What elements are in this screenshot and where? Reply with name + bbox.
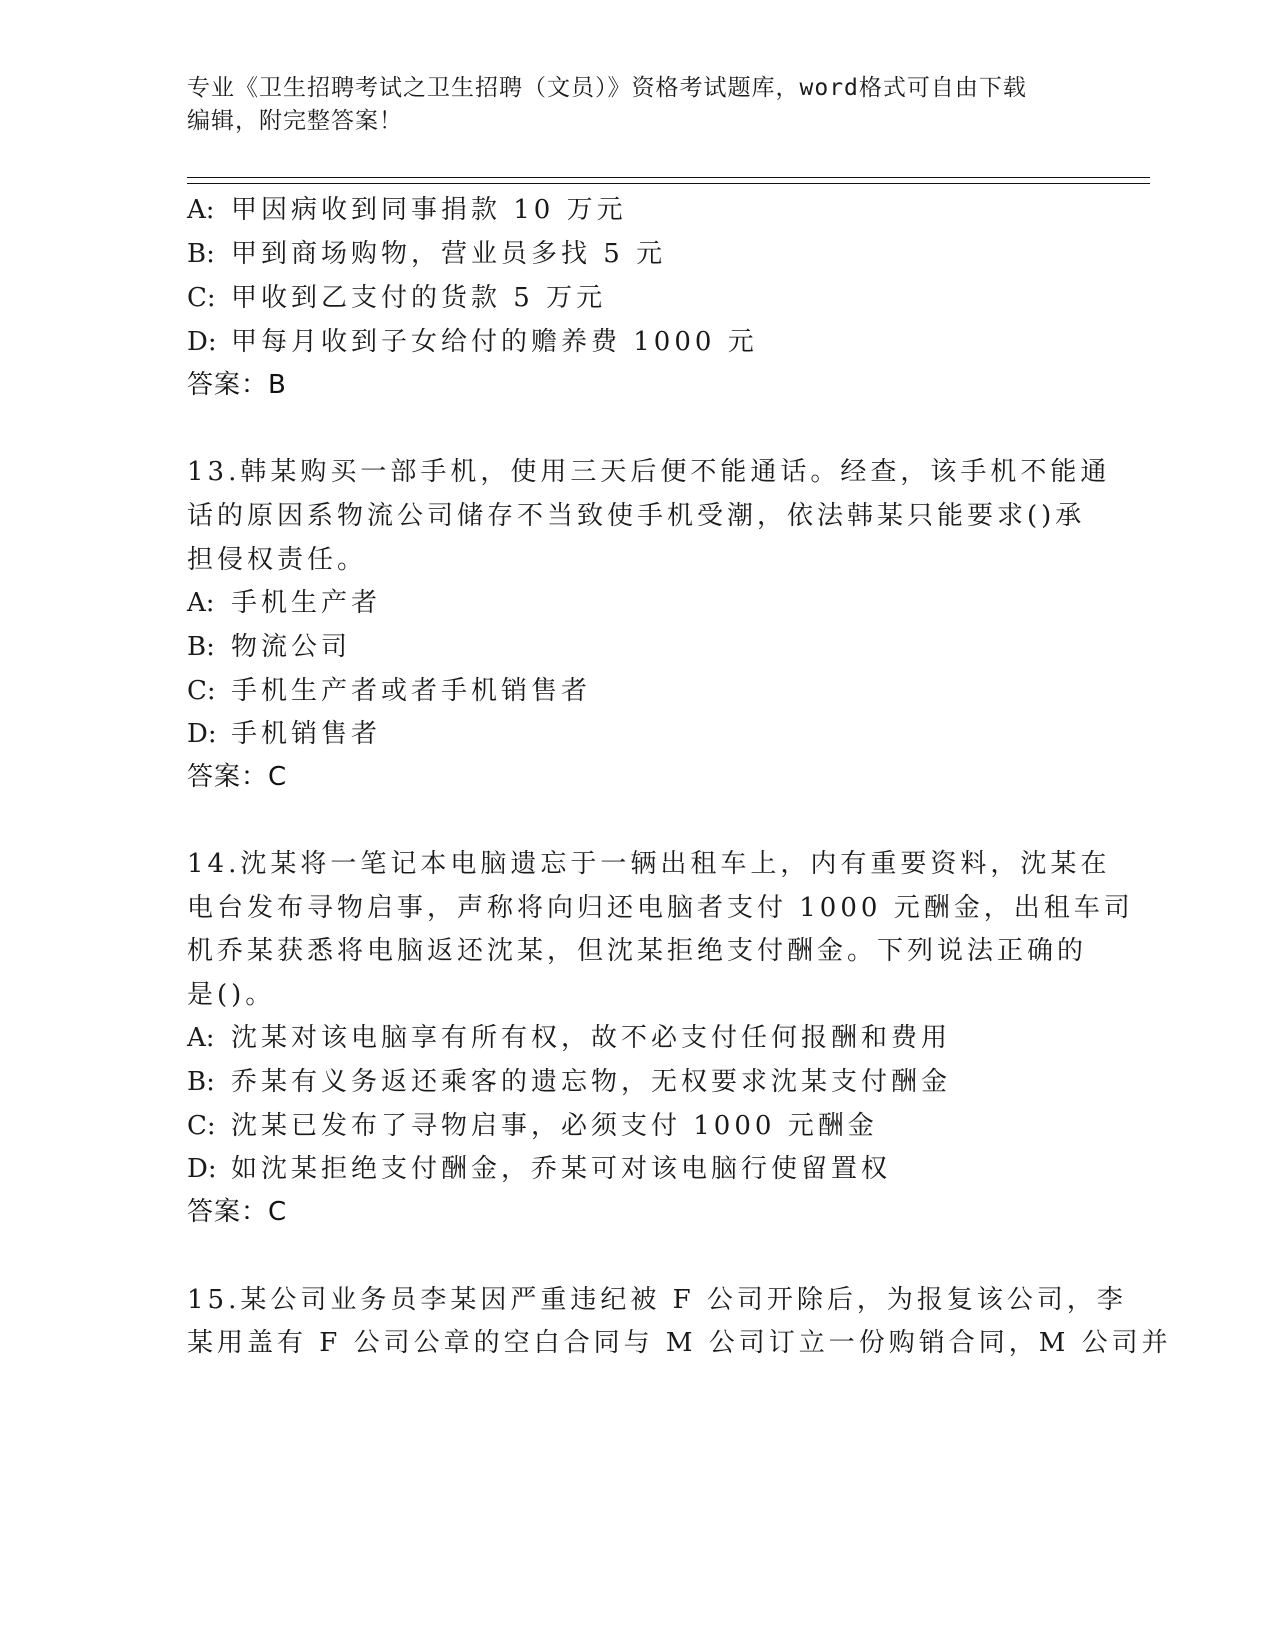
- option-label: C:: [187, 676, 216, 706]
- option-label: C:: [187, 1111, 216, 1141]
- option-text: 手机生产者或者手机销售者: [231, 676, 592, 706]
- q13-option-a: [187, 587, 381, 619]
- option-text: 沈某已发布了寻物启事，必须支付 1000 元酬金: [231, 1111, 878, 1141]
- option-text: 甲因病收到同事捐款 10 万元: [231, 195, 627, 225]
- q14-option-b: [187, 1066, 951, 1098]
- option-label: B:: [187, 632, 215, 662]
- q14-answer: 答案：C: [187, 1197, 288, 1227]
- q14-option-d: [187, 1153, 891, 1185]
- q14-option-a: [187, 1022, 951, 1054]
- option-label: D:: [187, 327, 217, 357]
- header-divider-top: [187, 177, 1150, 178]
- option-label: B:: [187, 239, 215, 269]
- option-text: 手机销售者: [231, 719, 382, 749]
- q13-stem-line-3: 担侵权责任。: [187, 545, 368, 575]
- option-text: 甲到商场购物，营业员多找 5 元: [231, 239, 667, 269]
- option-text: 甲收到乙支付的货款 5 万元: [231, 283, 607, 313]
- header-divider-bottom: [187, 183, 1150, 184]
- q15-stem-line-1: 15.某公司业务员李某因严重违纪被 F 公司开除后，为报复该公司，李: [187, 1285, 1127, 1315]
- q14-option-c: [187, 1110, 878, 1142]
- q14-stem-line-2: 电台发布寻物启事，声称将向归还电脑者支付 1000 元酬金，出租车司: [187, 893, 1134, 923]
- option-label: A:: [187, 195, 215, 225]
- document-header: [187, 72, 1087, 138]
- option-text: 沈某对该电脑享有所有权，故不必支付任何报酬和费用: [231, 1023, 952, 1053]
- option-label: A:: [187, 588, 215, 618]
- q15-stem-line-2: 某用盖有 F 公司公章的空白合同与 M 公司订立一份购销合同，M 公司并: [187, 1328, 1172, 1358]
- option-text: 乔某有义务返还乘客的遗忘物，无权要求沈某支付酬金: [231, 1067, 952, 1097]
- q12-option-d: [187, 326, 758, 358]
- option-label: B:: [187, 1067, 215, 1097]
- option-text: 甲每月收到子女给付的赡养费 1000 元: [231, 327, 758, 357]
- option-text: 物流公司: [231, 632, 352, 662]
- header-line-2: 编辑，附完整答案！: [187, 108, 403, 134]
- q12-option-a: [187, 194, 627, 226]
- q13-stem-line-1: 13.韩某购买一部手机，使用三天后便不能通话。经查，该手机不能通: [187, 457, 1111, 487]
- option-label: C:: [187, 283, 216, 313]
- q12-answer: 答案：B: [187, 370, 287, 400]
- q13-option-d: [187, 718, 381, 750]
- option-label: D:: [187, 1154, 217, 1184]
- q14-stem-line-4: 是()。: [187, 980, 276, 1010]
- q13-option-b: [187, 631, 351, 663]
- q13-stem-line-2: 话的原因系物流公司储存不当致使手机受潮，依法韩某只能要求()承: [187, 501, 1086, 531]
- option-label: A:: [187, 1023, 215, 1053]
- q12-option-c: [187, 282, 606, 314]
- option-label: D:: [187, 719, 217, 749]
- q14-stem-line-3: 机乔某获悉将电脑返还沈某，但沈某拒绝支付酬金。下列说法正确的: [187, 936, 1088, 966]
- q13-answer: 答案：C: [187, 762, 288, 792]
- header-line-1: 专业《卫生招聘考试之卫生招聘（文员）》资格考试题库，word格式可自由下载: [187, 75, 1027, 101]
- q12-option-b: [187, 238, 666, 270]
- q13-option-c: [187, 675, 591, 707]
- option-text: 如沈某拒绝支付酬金，乔某可对该电脑行使留置权: [231, 1154, 892, 1184]
- option-text: 手机生产者: [231, 588, 382, 618]
- q14-stem-line-1: 14.沈某将一笔记本电脑遗忘于一辆出租车上，内有重要资料，沈某在: [187, 849, 1111, 879]
